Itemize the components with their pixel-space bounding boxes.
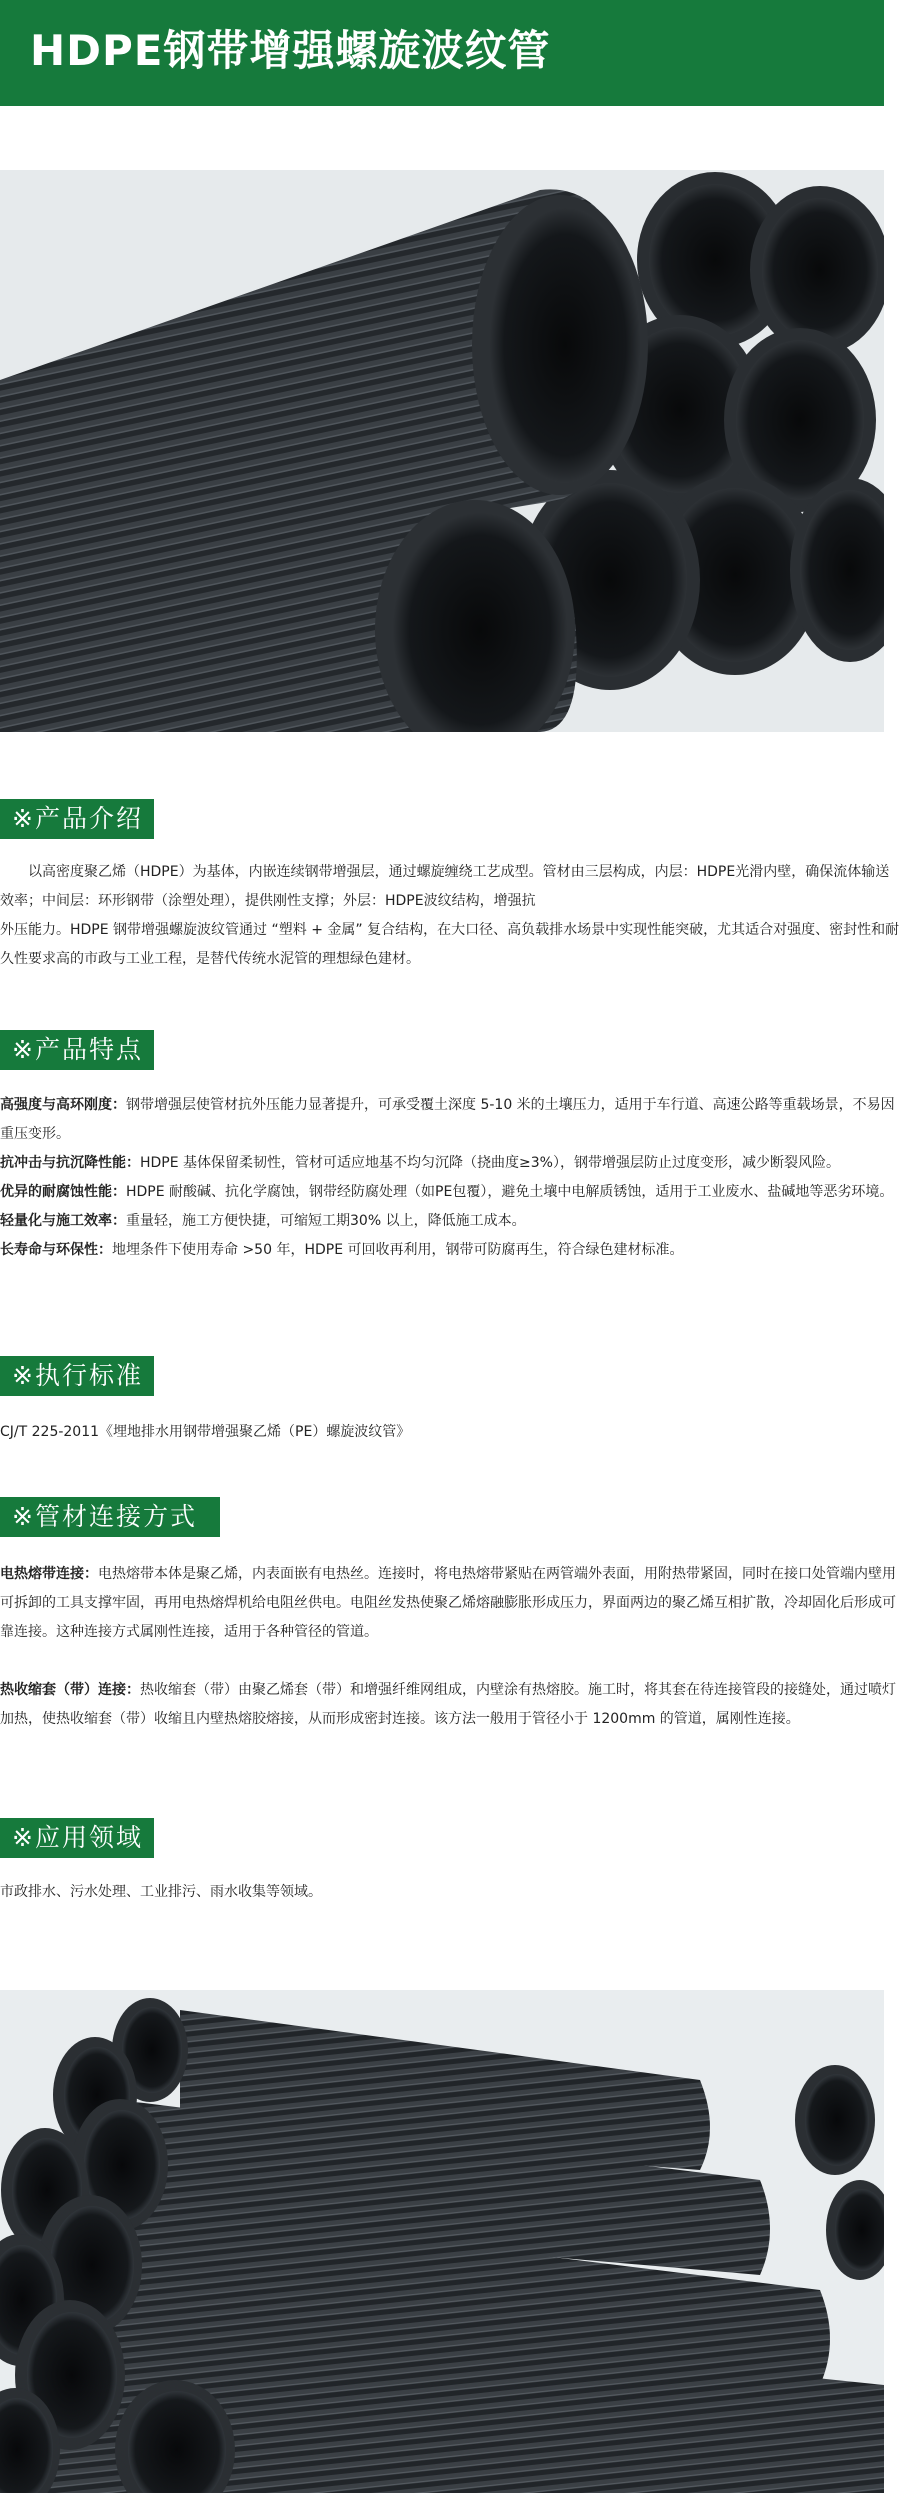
feature-item — [0, 1149, 900, 1178]
feature-item — [0, 1178, 900, 1207]
product-photo-top — [0, 170, 884, 732]
feature-text: HDPE 基体保留柔韧性，管材可适应地基不均匀沉降（挠曲度≥3%），钢带增强层防止过度变形，减少断裂风险。 — [140, 1155, 840, 1171]
standard-text: CJ/T 225-2011《埋地排水用钢带增强聚乙烯（PE）螺旋波纹管》 — [0, 1424, 411, 1440]
section-heading-standard: ※执行标准 — [0, 1356, 154, 1396]
connection-list — [0, 1560, 900, 1734]
application-text: 市政排水、污水处理、工业排污、雨水收集等领域。 — [0, 1884, 322, 1900]
connection-term: 热收缩套（带）连接： — [0, 1682, 140, 1698]
section-heading-application: ※应用领域 — [0, 1818, 154, 1858]
feature-text: HDPE 耐酸碱、抗化学腐蚀，钢带经防腐处理（如PE包覆），避免土壤中电解质锈蚀，适用于工业废水、盐碱地等恶劣环境。 — [126, 1184, 894, 1200]
feature-item — [0, 1091, 900, 1149]
section-heading-connection: ※管材连接方式 — [0, 1497, 220, 1537]
features-list — [0, 1091, 900, 1265]
connection-term: 电热熔带连接： — [0, 1566, 98, 1582]
intro-body — [0, 858, 900, 974]
feature-term: 高强度与高环刚度： — [0, 1097, 126, 1113]
connection-item — [0, 1676, 900, 1734]
feature-term: 长寿命与环保性： — [0, 1242, 112, 1258]
feature-item — [0, 1236, 900, 1265]
pipe-stack-illustration — [0, 170, 884, 732]
feature-text: 重量轻，施工方便快捷，可缩短工期30% 以上，降低施工成本。 — [126, 1213, 526, 1229]
intro-paragraph-1: 以高密度聚乙烯（HDPE）为基体，内嵌连续钢带增强层，通过螺旋缠绕工艺成型。管材由三层构成，内层：HDPE光滑内壁，确保流体输送效率；中间层：环形钢带（涂塑处理），提供刚性支撑；外层：HDPE波纹结构，增强抗 — [0, 864, 890, 909]
product-photo-bottom — [0, 1990, 884, 2493]
page-title: HDPE钢带增强螺旋波纹管 — [30, 26, 551, 75]
feature-text: 钢带增强层使管材抗外压能力显著提升，可承受覆土深度 5-10 米的土壤压力，适用于车行道、高速公路等重载场景，不易因重压变形。 — [0, 1097, 895, 1142]
feature-item — [0, 1207, 900, 1236]
feature-term: 优异的耐腐蚀性能： — [0, 1184, 126, 1200]
connection-item — [0, 1560, 900, 1647]
section-heading-intro: ※产品介绍 — [0, 799, 154, 839]
connection-text: 电热熔带本体是聚乙烯，内表面嵌有电热丝。连接时，将电热熔带紧贴在两管端外表面，用附热带紧固，同时在接口处管端内壁用可拆卸的工具支撑牢固，再用电热熔焊机给电阻丝供电。电阻丝发热使聚乙烯熔融膨胀形成压力，界面两边的聚乙烯互相扩散，冷却固化后形成可靠连接。这种连接方式属刚性连接，适用于各种管径的管道。 — [0, 1566, 896, 1640]
title-banner — [0, 0, 884, 106]
connection-text: 热收缩套（带）由聚乙烯套（带）和增强纤维网组成，内壁涂有热熔胶。施工时，将其套在待连接管段的接缝处，通过喷灯加热，使热收缩套（带）收缩且内壁热熔胶熔接，从而形成密封连接。该方法一般用于管径小于 1200mm 的管道，属刚性连接。 — [0, 1682, 896, 1727]
section-heading-features: ※产品特点 — [0, 1030, 154, 1070]
feature-term: 轻量化与施工效率： — [0, 1213, 126, 1229]
intro-paragraph-2: 外压能力。HDPE 钢带增强螺旋波纹管通过 “塑料 + 金属” 复合结构，在大口径、高负载排水场景中实现性能突破，尤其适合对强度、密封性和耐久性要求高的市政与工业工程，是替代传统水泥管的理想绿色建材。 — [0, 922, 900, 967]
feature-text: 地埋条件下使用寿命 >50 年，HDPE 可回收再利用，钢带可防腐再生，符合绿色建材标准。 — [112, 1242, 684, 1258]
pipe-yard-illustration — [0, 1990, 884, 2493]
feature-term: 抗冲击与抗沉降性能： — [0, 1155, 140, 1171]
